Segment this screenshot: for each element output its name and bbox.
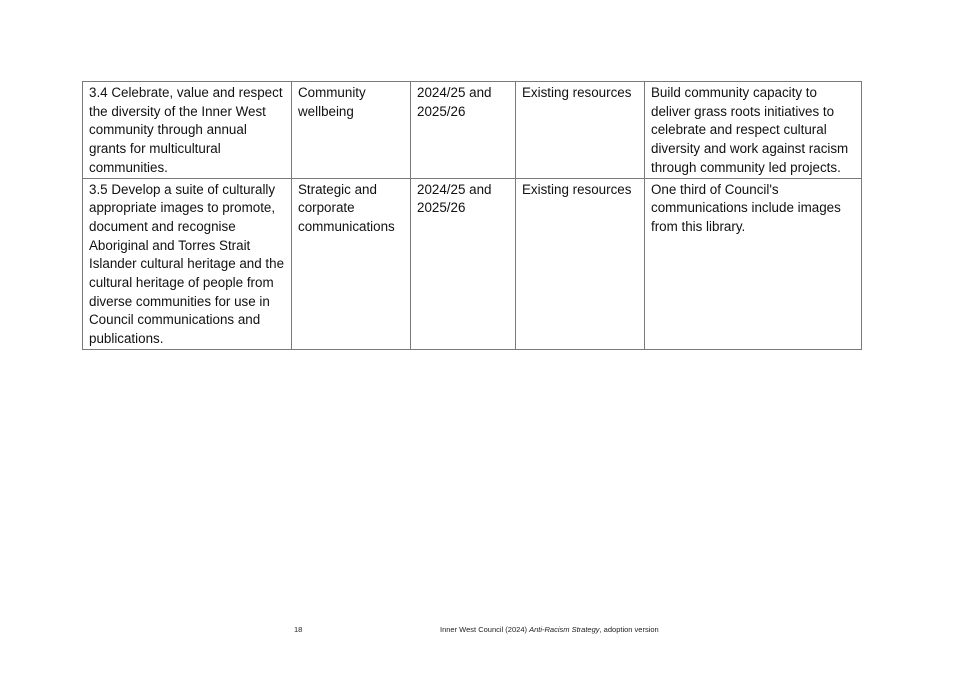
timeframe-cell: 2024/25 and 2025/26: [411, 178, 516, 349]
resources-cell: Existing resources: [516, 178, 645, 349]
action-cell: 3.5 Develop a suite of culturally appropriate images to promote, document and recognise Aboriginal and Torres Strait Islander cultural heritage and the cultural heritage of people from diverse communities for use in Council communications and publications.: [83, 178, 292, 349]
responsibility-cell: Strategic and corporate communications: [292, 178, 411, 349]
citation-title: Anti-Racism Strategy: [529, 625, 600, 634]
footer-citation: [440, 625, 659, 635]
table-row: [83, 178, 862, 349]
action-cell: 3.4 Celebrate, value and respect the diversity of the Inner West community through annual grants for multicultural communities.: [83, 82, 292, 179]
table-row: [83, 82, 862, 179]
citation-suffix: , adoption version: [599, 625, 659, 634]
action-plan-table: [82, 81, 862, 350]
measure-cell: One third of Council's communications include images from this library.: [645, 178, 862, 349]
resources-cell: Existing resources: [516, 82, 645, 179]
timeframe-cell: 2024/25 and 2025/26: [411, 82, 516, 179]
citation-prefix: Inner West Council (2024): [440, 625, 530, 634]
page-number: 18: [294, 625, 303, 634]
measure-cell: Build community capacity to deliver grass roots initiatives to celebrate and respect cultural diversity and work against racism through community led projects.: [645, 82, 862, 179]
responsibility-cell: Community wellbeing: [292, 82, 411, 179]
